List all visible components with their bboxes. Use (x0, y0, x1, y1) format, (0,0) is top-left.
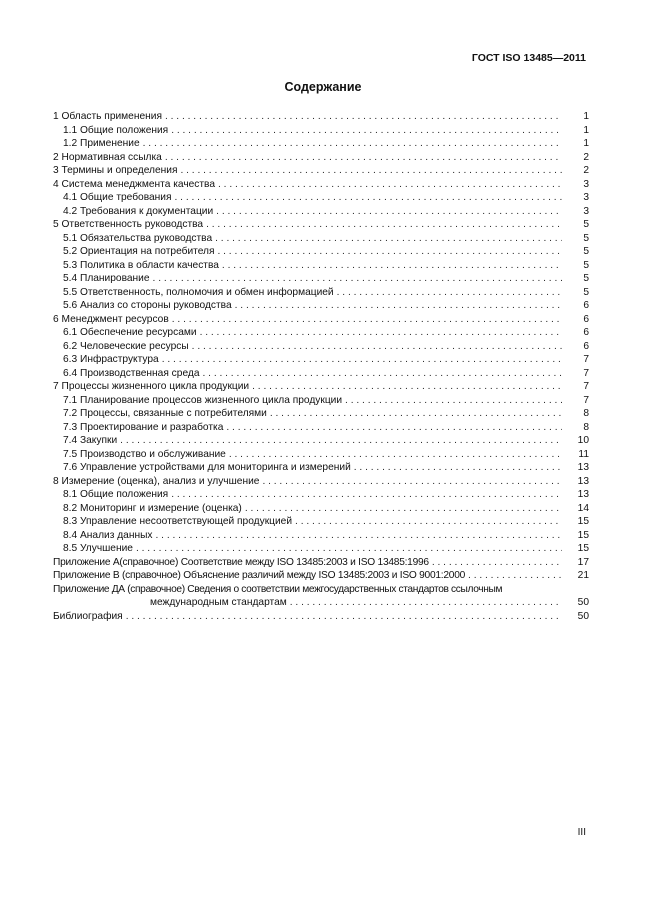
toc-entry-title: 6.3 Инфраструктура (63, 354, 159, 365)
toc-page-number: 5 (583, 246, 589, 257)
dot-leader (354, 461, 562, 475)
dot-leader (192, 340, 562, 354)
toc-entry[interactable] (53, 448, 589, 462)
table-of-contents (53, 110, 589, 623)
toc-entry-title: 6 Менеджмент ресурсов (53, 313, 169, 325)
toc-entry-title-continuation: международным стандартам (150, 597, 287, 608)
page-title: Содержание (284, 80, 362, 94)
toc-page-number: 6 (583, 313, 589, 325)
toc-entry-title: 8.2 Мониторинг и измерение (оценка) (63, 502, 242, 514)
toc-entry-title: Приложение В (справочное) Объяснение различий между ISO 13485:2003 и ISO 9001:2000 (53, 570, 466, 581)
dot-leader (162, 353, 562, 367)
toc-entry-title: 7.3 Проектирование и разработка (63, 421, 224, 433)
toc-page-number: 3 (583, 205, 589, 217)
toc-page-number: 15 (577, 543, 589, 554)
dot-leader (165, 151, 562, 165)
dot-leader (337, 286, 562, 300)
toc-entry-title: Приложение ДА (справочное) Сведения о соответствии межгосударственных стандартов ссылочным (53, 583, 503, 595)
toc-entry[interactable] (53, 232, 589, 246)
toc-entry-title: 7 Процессы жизненного цикла продукции (53, 381, 250, 392)
toc-entry-title: 5 Ответственность руководства (53, 219, 204, 230)
dot-leader (180, 164, 562, 178)
toc-page-number: 7 (583, 354, 589, 365)
toc-page-number: 3 (583, 178, 589, 190)
dot-leader (136, 542, 562, 556)
toc-entry-title: 8.4 Анализ данных (63, 529, 153, 541)
dot-leader (120, 434, 562, 448)
toc-entry-title: 1.2 Применение (63, 138, 140, 149)
toc-entry-title: 6.4 Производственная среда (63, 367, 200, 379)
toc-page-number: 5 (583, 219, 589, 230)
dot-leader (295, 515, 562, 529)
toc-entry[interactable] (53, 569, 589, 583)
toc-entry-title: 5.6 Анализ со стороны руководства (63, 300, 232, 311)
toc-page-number: 15 (577, 516, 589, 527)
toc-entry[interactable] (53, 515, 589, 529)
toc-entry[interactable] (53, 313, 589, 327)
toc-entry-continuation[interactable] (53, 596, 589, 610)
toc-entry-title: 1.1 Общие положения (63, 124, 169, 136)
toc-entry-title: 1 Область применения (53, 111, 162, 122)
toc-entry[interactable] (53, 124, 589, 138)
toc-page-number: 5 (583, 286, 589, 298)
toc-entry-title: 7.6 Управление устройствами для мониторинга и измерений (63, 462, 351, 473)
toc-entry[interactable] (53, 205, 589, 219)
toc-page-number: 2 (583, 165, 589, 176)
toc-entry[interactable] (53, 502, 589, 516)
dot-leader (215, 232, 562, 246)
toc-entry-title: 7.2 Процессы, связанные с потребителями (63, 408, 267, 419)
toc-page-number: 13 (577, 462, 589, 473)
dot-leader (222, 259, 562, 273)
toc-entry[interactable] (53, 610, 589, 624)
dot-leader (218, 178, 562, 192)
dot-leader (171, 124, 562, 138)
toc-page-number: 6 (583, 327, 589, 338)
dot-leader (203, 367, 563, 381)
toc-entry-title: 7.1 Планирование процессов жизненного цикла продукции (63, 394, 343, 406)
toc-page-number: 3 (583, 192, 589, 203)
toc-entry-title: Приложение А(справочное) Соответствие между ISO 13485:2003 и ISO 13485:1996 (53, 556, 429, 568)
toc-entry[interactable] (53, 110, 589, 124)
toc-page-number: 1 (583, 111, 589, 122)
toc-entry[interactable] (53, 394, 589, 408)
dot-leader (172, 313, 562, 327)
dot-leader (468, 569, 562, 583)
toc-page-number: 6 (583, 340, 589, 352)
toc-entry-title: 5.2 Ориентация на потребителя (63, 246, 215, 257)
toc-page-number: 17 (577, 556, 589, 568)
dot-leader (153, 272, 562, 286)
toc-entry[interactable] (53, 475, 589, 489)
toc-page-number: 15 (577, 529, 589, 541)
toc-entry-title: 7.5 Производство и обслуживание (63, 448, 226, 460)
toc-entry-title: 8 Измерение (оценка), анализ и улучшение (53, 475, 260, 487)
toc-entry[interactable] (53, 191, 589, 205)
toc-entry-title: 8.5 Улучшение (63, 543, 133, 554)
toc-entry-title: Библиография (53, 610, 123, 622)
toc-entry-title: 4.2 Требования к документации (63, 205, 214, 217)
dot-leader (345, 394, 562, 408)
toc-entry[interactable] (53, 367, 589, 381)
dot-leader (262, 475, 562, 489)
toc-entry[interactable] (53, 137, 589, 151)
toc-entry[interactable] (53, 286, 589, 300)
dot-leader (200, 326, 562, 340)
toc-entry-title: 5.5 Ответственность, полномочия и обмен информацией (63, 286, 334, 298)
toc-entry[interactable] (53, 326, 589, 340)
dot-leader (229, 448, 562, 462)
toc-entry-title: 6.2 Человеческие ресурсы (63, 340, 189, 352)
toc-page-number: 5 (583, 259, 589, 271)
dot-leader (175, 191, 562, 205)
toc-entry[interactable] (53, 542, 589, 556)
toc-entry-title: 8.1 Общие положения (63, 489, 169, 500)
toc-entry[interactable] (53, 421, 589, 435)
toc-entry-title: 2 Нормативная ссылка (53, 151, 162, 163)
toc-page-number: 6 (583, 300, 589, 311)
toc-entry[interactable] (53, 556, 589, 570)
toc-entry[interactable] (53, 164, 589, 178)
toc-entry[interactable] (53, 272, 589, 286)
toc-entry[interactable] (53, 380, 589, 394)
toc-page-number: 1 (583, 124, 589, 136)
dot-leader (156, 529, 563, 543)
toc-entry-title: 7.4 Закупки (63, 435, 118, 446)
toc-page-number: 10 (577, 435, 589, 446)
dot-leader (217, 245, 562, 259)
toc-page-number: 5 (583, 273, 589, 284)
toc-page-number: 1 (583, 138, 589, 149)
page-number: III (577, 827, 586, 838)
toc-entry[interactable] (53, 461, 589, 475)
toc-entry[interactable] (53, 245, 589, 259)
dot-leader (245, 502, 562, 516)
dot-leader (432, 556, 562, 570)
dot-leader (165, 110, 562, 124)
toc-entry[interactable] (53, 340, 589, 354)
toc-page-number: 8 (583, 408, 589, 419)
toc-entry-title: 5.3 Политика в области качества (63, 259, 219, 271)
toc-entry[interactable] (53, 434, 589, 448)
toc-entry-title: 5.1 Обязательства руководства (63, 232, 213, 244)
toc-page-number: 50 (577, 610, 589, 622)
dot-leader (252, 380, 562, 394)
dot-leader (126, 610, 562, 624)
toc-page-number: 8 (583, 421, 589, 433)
dot-leader (235, 299, 562, 313)
toc-entry-title: 3 Термины и определения (53, 165, 178, 176)
toc-entry-title: 6.1 Обеспечение ресурсами (63, 327, 197, 338)
toc-entry[interactable] (53, 488, 589, 502)
toc-page-number: 14 (577, 502, 589, 514)
toc-entry[interactable] (53, 529, 589, 543)
document-code: ГОСТ ISO 13485—2011 (471, 52, 586, 64)
toc-page-number: 13 (577, 489, 589, 500)
toc-page-number: 2 (583, 151, 589, 163)
toc-entry[interactable] (53, 583, 589, 597)
toc-page-number: 50 (577, 597, 589, 608)
toc-entry-title: 8.3 Управление несоответствующей продукцией (63, 516, 293, 527)
toc-page-number: 7 (583, 381, 589, 392)
toc-page-number: 5 (583, 232, 589, 244)
toc-page-number: 13 (577, 475, 589, 487)
toc-entry[interactable] (53, 353, 589, 367)
toc-entry[interactable] (53, 218, 589, 232)
toc-page-number: 7 (583, 367, 589, 379)
dot-leader (143, 137, 562, 151)
dot-leader (216, 205, 562, 219)
dot-leader (270, 407, 562, 421)
dot-leader (226, 421, 562, 435)
dot-leader (171, 488, 562, 502)
toc-entry[interactable] (53, 151, 589, 165)
toc-entry-title: 4 Система менеджмента качества (53, 178, 216, 190)
toc-entry[interactable] (53, 299, 589, 313)
toc-entry-title: 4.1 Общие требования (63, 192, 172, 203)
toc-entry[interactable] (53, 259, 589, 273)
toc-page-number: 21 (577, 570, 589, 581)
dot-leader (206, 218, 562, 232)
toc-page-number: 11 (578, 448, 589, 460)
toc-entry[interactable] (53, 407, 589, 421)
toc-entry-title: 5.4 Планирование (63, 273, 150, 284)
toc-page-number: 7 (583, 394, 589, 406)
toc-entry[interactable] (53, 178, 589, 192)
dot-leader (290, 596, 562, 610)
